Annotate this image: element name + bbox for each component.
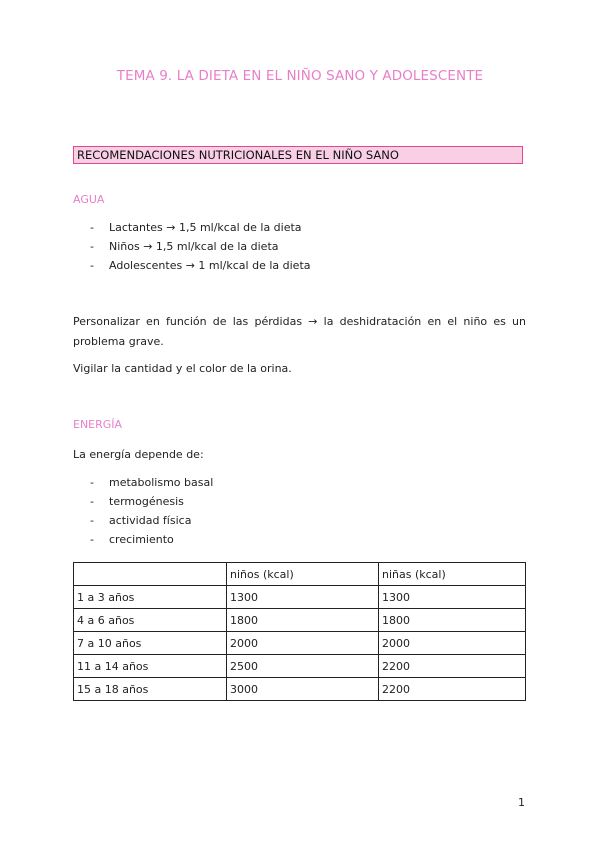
energy-table [73, 562, 526, 701]
list-item: - metabolismo basal [90, 473, 213, 492]
table-cell: 2500 [227, 655, 379, 678]
table-cell: 2200 [379, 678, 526, 701]
table-cell: 3000 [227, 678, 379, 701]
table-header-row [74, 563, 526, 586]
list-item: - actividad física [90, 511, 213, 530]
table-cell: 1800 [379, 609, 526, 632]
table-row [74, 655, 526, 678]
table-row [74, 632, 526, 655]
list-item: - termogénesis [90, 492, 213, 511]
table-cell: 7 a 10 años [74, 632, 227, 655]
energia-list [90, 473, 213, 549]
agua-paragraph-2: Vigilar la cantidad y el color de la orina. [73, 362, 292, 375]
table-cell: 1300 [379, 586, 526, 609]
table-cell: 15 a 18 años [74, 678, 227, 701]
table-header-cell: niñas (kcal) [379, 563, 526, 586]
energia-heading: ENERGÍA [73, 418, 123, 431]
table-header-cell: niños (kcal) [227, 563, 379, 586]
list-item: - crecimiento [90, 530, 213, 549]
agua-list [90, 218, 311, 275]
list-item: - Niños → 1,5 ml/kcal de la dieta [90, 237, 311, 256]
list-item: - Lactantes → 1,5 ml/kcal de la dieta [90, 218, 311, 237]
agua-heading: AGUA [73, 193, 105, 206]
table-cell: 11 a 14 años [74, 655, 227, 678]
table-cell: 1 a 3 años [74, 586, 227, 609]
table-row [74, 609, 526, 632]
list-item: - Adolescentes → 1 ml/kcal de la dieta [90, 256, 311, 275]
table-row [74, 678, 526, 701]
section-heading: RECOMENDACIONES NUTRICIONALES EN EL NIÑO SANO [73, 146, 523, 164]
table-cell: 4 a 6 años [74, 609, 227, 632]
energia-intro: La energía depende de: [73, 448, 204, 461]
agua-paragraph-1: Personalizar en función de las pérdidas → la deshidratación en el niño es un problema grave. [73, 315, 526, 348]
table-cell: 2000 [227, 632, 379, 655]
table-cell: 1800 [227, 609, 379, 632]
table-row [74, 586, 526, 609]
table-cell: 1300 [227, 586, 379, 609]
table-cell: 2000 [379, 632, 526, 655]
table-header-cell [74, 563, 227, 586]
document-title: TEMA 9. LA DIETA EN EL NIÑO SANO Y ADOLESCENTE [116, 68, 484, 84]
table-cell: 2200 [379, 655, 526, 678]
page-number: 1 [518, 796, 525, 809]
